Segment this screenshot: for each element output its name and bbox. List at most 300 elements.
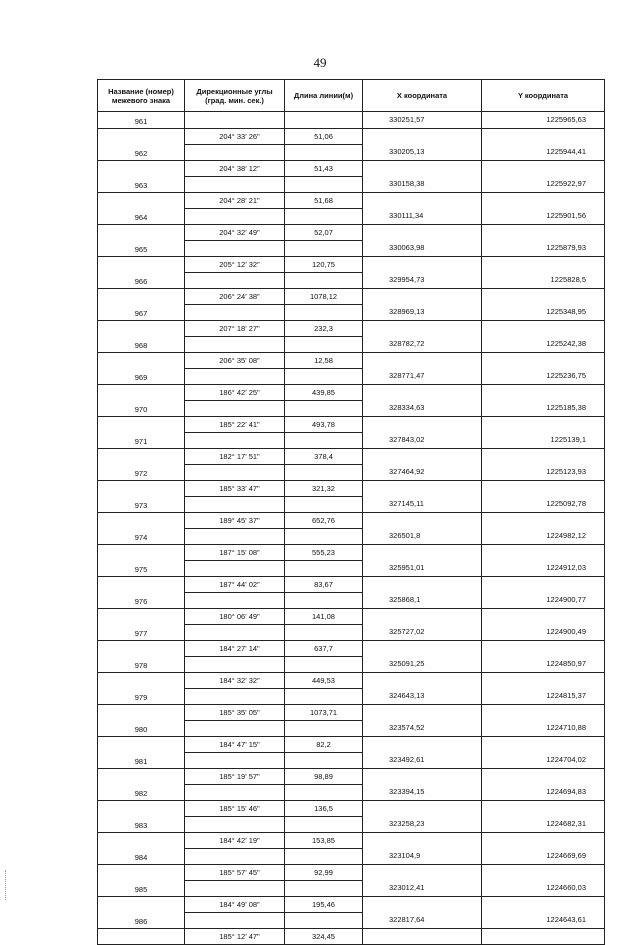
y-coordinate: 1224900,49 [482,624,605,640]
point-name: 968 [98,336,185,352]
y-coordinate: 1224710,88 [482,720,605,736]
table-row [98,544,605,560]
empty-cell [363,352,482,368]
table-row [98,672,605,688]
table-body [98,112,605,945]
empty-cell [363,224,482,240]
empty-cell [185,752,285,768]
x-coordinate: 323394,15 [363,784,482,800]
empty-cell [185,368,285,384]
direction-angle: 204° 38' 12" [185,160,285,176]
table-row [98,768,605,784]
x-coordinate: 325868,1 [363,592,482,608]
table-row [98,432,605,448]
line-length: 195,46 [285,896,363,912]
line-length: 493,78 [285,416,363,432]
empty-cell [285,560,363,576]
line-length: 232,3 [285,320,363,336]
empty-cell [363,608,482,624]
empty-cell [285,528,363,544]
empty-cell [285,368,363,384]
line-length: 51,06 [285,128,363,144]
empty-cell [98,160,185,176]
empty-cell [482,416,605,432]
x-coordinate: 323492,61 [363,752,482,768]
empty-cell [98,352,185,368]
empty-cell [185,208,285,224]
empty-cell [185,688,285,704]
point-name: 966 [98,272,185,288]
empty-cell [482,448,605,464]
direction-angle: 204° 33' 26" [185,128,285,144]
y-coordinate: 1225236,75 [482,368,605,384]
y-coordinate: 1225879,93 [482,240,605,256]
direction-angle: 189° 45' 37" [185,512,285,528]
y-coordinate: 1224912,03 [482,560,605,576]
empty-cell [363,448,482,464]
empty-cell [98,224,185,240]
table-row [98,608,605,624]
table-row [98,784,605,800]
empty-cell [98,288,185,304]
empty-cell [482,704,605,720]
empty-cell [363,192,482,208]
point-name: 969 [98,368,185,384]
table-row [98,240,605,256]
table-row [98,176,605,192]
line-length: 83,67 [285,576,363,592]
table-row [98,720,605,736]
empty-cell [482,480,605,496]
table-row [98,256,605,272]
direction-angle: 182° 17' 51" [185,448,285,464]
empty-cell [98,320,185,336]
line-length: 12,58 [285,352,363,368]
direction-angle: 206° 24' 38" [185,288,285,304]
empty-cell [285,752,363,768]
table-row [98,880,605,896]
empty-cell [285,208,363,224]
table-row [98,640,605,656]
empty-cell [363,928,482,945]
empty-cell [285,720,363,736]
empty-cell [482,160,605,176]
empty-cell [98,672,185,688]
empty-cell [285,432,363,448]
empty-cell [285,496,363,512]
empty-cell [363,672,482,688]
line-length: 153,85 [285,832,363,848]
table-row [98,816,605,832]
empty-cell [363,416,482,432]
empty-cell [98,608,185,624]
empty-cell [98,128,185,144]
point-name: 984 [98,848,185,864]
line-length: 439,85 [285,384,363,400]
point-name: 970 [98,400,185,416]
line-length: 1073,71 [285,704,363,720]
empty-cell [98,544,185,560]
table-row [98,480,605,496]
empty-cell [185,880,285,896]
y-coordinate: 1224643,61 [482,912,605,928]
empty-cell [482,128,605,144]
table-row [98,736,605,752]
x-coordinate: 329954,73 [363,272,482,288]
direction-angle: 204° 32' 49" [185,224,285,240]
y-coordinate: 1225944,41 [482,144,605,160]
empty-cell [285,112,363,129]
x-coordinate: 323104,9 [363,848,482,864]
x-coordinate: 327145,11 [363,496,482,512]
line-length: 637,7 [285,640,363,656]
empty-cell [363,256,482,272]
point-name: 983 [98,816,185,832]
header-y: Y координата [482,80,605,112]
y-coordinate: 1225242,38 [482,336,605,352]
point-name: 974 [98,528,185,544]
line-length: 120,75 [285,256,363,272]
direction-angle: 185° 12' 47" [185,928,285,945]
empty-cell [482,192,605,208]
table-header-row [98,80,605,112]
empty-cell [285,592,363,608]
point-name: 977 [98,624,185,640]
y-coordinate: 1224704,02 [482,752,605,768]
empty-cell [285,304,363,320]
empty-cell [98,384,185,400]
empty-cell [98,256,185,272]
empty-cell [363,736,482,752]
table-row [98,448,605,464]
empty-cell [285,784,363,800]
page-number: 49 [313,55,327,70]
table-row [98,752,605,768]
direction-angle: 184° 32' 32" [185,672,285,688]
table-row [98,416,605,432]
table-row [98,384,605,400]
table-row [98,656,605,672]
empty-cell [285,912,363,928]
empty-cell [185,176,285,192]
line-length: 378,4 [285,448,363,464]
empty-cell [363,128,482,144]
x-coordinate: 325951,01 [363,560,482,576]
empty-cell [98,800,185,816]
empty-cell [363,320,482,336]
empty-cell [98,768,185,784]
direction-angle: 185° 22' 41" [185,416,285,432]
line-length: 82,2 [285,736,363,752]
x-coordinate: 322817,64 [363,912,482,928]
y-coordinate: 1225123,93 [482,464,605,480]
empty-cell [285,656,363,672]
table-row [98,112,605,129]
x-coordinate: 325727,02 [363,624,482,640]
empty-cell [98,192,185,208]
x-coordinate: 330063,98 [363,240,482,256]
line-length: 51,43 [285,160,363,176]
empty-cell [98,928,185,945]
empty-cell [98,416,185,432]
empty-cell [285,848,363,864]
point-name: 964 [98,208,185,224]
direction-angle: 185° 19' 57" [185,768,285,784]
table-row [98,288,605,304]
table-row [98,928,605,945]
empty-cell [185,304,285,320]
coordinates-table-container [97,79,604,945]
table-row [98,144,605,160]
boundary-coordinates-table [97,79,605,945]
line-length: 321,32 [285,480,363,496]
empty-cell [185,560,285,576]
empty-cell [482,736,605,752]
y-coordinate: 1224694,83 [482,784,605,800]
header-name: Название (номер) межевого знака [98,80,185,112]
empty-cell [482,800,605,816]
empty-cell [363,160,482,176]
x-coordinate: 323012,41 [363,880,482,896]
table-row [98,896,605,912]
line-length: 136,5 [285,800,363,816]
point-name: 978 [98,656,185,672]
empty-cell [482,512,605,528]
empty-cell [285,272,363,288]
point-name: 967 [98,304,185,320]
table-row [98,560,605,576]
empty-cell [482,544,605,560]
x-coordinate: 324643,13 [363,688,482,704]
empty-cell [363,384,482,400]
y-coordinate: 1225348,95 [482,304,605,320]
table-row [98,864,605,880]
empty-cell [482,384,605,400]
empty-cell [185,848,285,864]
y-coordinate: 1224815,37 [482,688,605,704]
empty-cell [363,640,482,656]
empty-cell [285,880,363,896]
empty-cell [98,704,185,720]
x-coordinate: 327843,02 [363,432,482,448]
direction-angle: 184° 27' 14" [185,640,285,656]
x-coordinate: 328782,72 [363,336,482,352]
x-coordinate: 325091,25 [363,656,482,672]
point-name: 961 [98,112,185,129]
empty-cell [363,512,482,528]
table-row [98,272,605,288]
direction-angle: 185° 57' 45" [185,864,285,880]
empty-cell [185,912,285,928]
x-coordinate: 328771,47 [363,368,482,384]
empty-cell [285,400,363,416]
empty-cell [482,608,605,624]
header-x: X координата [363,80,482,112]
point-name: 986 [98,912,185,928]
table-row [98,592,605,608]
empty-cell [285,464,363,480]
table-row [98,912,605,928]
table-row [98,352,605,368]
y-coordinate: 1225965,63 [482,112,605,129]
direction-angle: 204° 28' 21" [185,192,285,208]
empty-cell [98,480,185,496]
empty-cell [482,320,605,336]
y-coordinate: 1225139,1 [482,432,605,448]
point-name: 976 [98,592,185,608]
empty-cell [482,640,605,656]
table-row [98,320,605,336]
point-name: 962 [98,144,185,160]
empty-cell [185,464,285,480]
point-name: 985 [98,880,185,896]
empty-cell [185,240,285,256]
empty-cell [482,288,605,304]
empty-cell [363,576,482,592]
direction-angle: 180° 06' 49" [185,608,285,624]
empty-cell [482,224,605,240]
y-coordinate: 1225828,5 [482,272,605,288]
empty-cell [185,496,285,512]
x-coordinate: 328334,63 [363,400,482,416]
direction-angle: 205° 12' 32" [185,256,285,272]
x-coordinate: 328969,13 [363,304,482,320]
table-row [98,368,605,384]
point-name: 981 [98,752,185,768]
y-coordinate: 1224682,31 [482,816,605,832]
empty-cell [285,240,363,256]
table-row [98,192,605,208]
direction-angle: 184° 42' 19" [185,832,285,848]
point-name: 980 [98,720,185,736]
empty-cell [98,832,185,848]
header-length: Длина линии(м) [285,80,363,112]
line-length: 92,99 [285,864,363,880]
direction-angle: 184° 49' 08" [185,896,285,912]
empty-cell [185,112,285,129]
table-row [98,624,605,640]
empty-cell [185,592,285,608]
y-coordinate: 1225922,97 [482,176,605,192]
point-name: 963 [98,176,185,192]
y-coordinate: 1225901,56 [482,208,605,224]
empty-cell [98,896,185,912]
x-coordinate: 330205,13 [363,144,482,160]
x-coordinate: 330111,34 [363,208,482,224]
empty-cell [482,928,605,945]
empty-cell [285,688,363,704]
empty-cell [482,672,605,688]
empty-cell [482,896,605,912]
empty-cell [363,832,482,848]
empty-cell [98,864,185,880]
direction-angle: 187° 15' 08" [185,544,285,560]
line-length: 52,07 [285,224,363,240]
empty-cell [285,144,363,160]
table-row [98,496,605,512]
empty-cell [185,528,285,544]
empty-cell [285,176,363,192]
direction-angle: 185° 35' 05" [185,704,285,720]
table-row [98,848,605,864]
y-coordinate: 1224660,03 [482,880,605,896]
empty-cell [363,768,482,784]
empty-cell [185,400,285,416]
point-name: 965 [98,240,185,256]
empty-cell [363,896,482,912]
x-coordinate: 330251,57 [363,112,482,129]
line-length: 555,23 [285,544,363,560]
empty-cell [185,144,285,160]
table-row [98,336,605,352]
empty-cell [98,640,185,656]
y-coordinate: 1224982,12 [482,528,605,544]
y-coordinate: 1224669,69 [482,848,605,864]
table-row [98,208,605,224]
direction-angle: 184° 47' 15" [185,736,285,752]
table-row [98,160,605,176]
table-row [98,528,605,544]
x-coordinate: 327464,92 [363,464,482,480]
scan-edge-mark [5,870,7,900]
y-coordinate: 1224850,97 [482,656,605,672]
table-row [98,832,605,848]
empty-cell [363,544,482,560]
direction-angle: 206° 35' 08" [185,352,285,368]
direction-angle: 187° 44' 02" [185,576,285,592]
empty-cell [482,256,605,272]
point-name: 972 [98,464,185,480]
x-coordinate: 323258,23 [363,816,482,832]
x-coordinate: 323574,52 [363,720,482,736]
table-row [98,800,605,816]
y-coordinate: 1225092,78 [482,496,605,512]
table-row [98,128,605,144]
table-row [98,224,605,240]
empty-cell [482,832,605,848]
table-row [98,304,605,320]
empty-cell [185,816,285,832]
point-name: 975 [98,560,185,576]
line-length: 449,53 [285,672,363,688]
empty-cell [185,656,285,672]
empty-cell [482,352,605,368]
empty-cell [98,448,185,464]
line-length: 652,76 [285,512,363,528]
empty-cell [285,816,363,832]
table-row [98,400,605,416]
empty-cell [185,432,285,448]
table-row [98,688,605,704]
empty-cell [482,576,605,592]
line-length: 141,08 [285,608,363,624]
direction-angle: 185° 15' 46" [185,800,285,816]
point-name: 982 [98,784,185,800]
empty-cell [482,768,605,784]
point-name: 971 [98,432,185,448]
empty-cell [185,784,285,800]
empty-cell [185,272,285,288]
empty-cell [285,336,363,352]
line-length: 51,68 [285,192,363,208]
empty-cell [482,864,605,880]
empty-cell [285,624,363,640]
table-row [98,704,605,720]
empty-cell [98,576,185,592]
y-coordinate: 1224900,77 [482,592,605,608]
empty-cell [98,736,185,752]
table-row [98,464,605,480]
